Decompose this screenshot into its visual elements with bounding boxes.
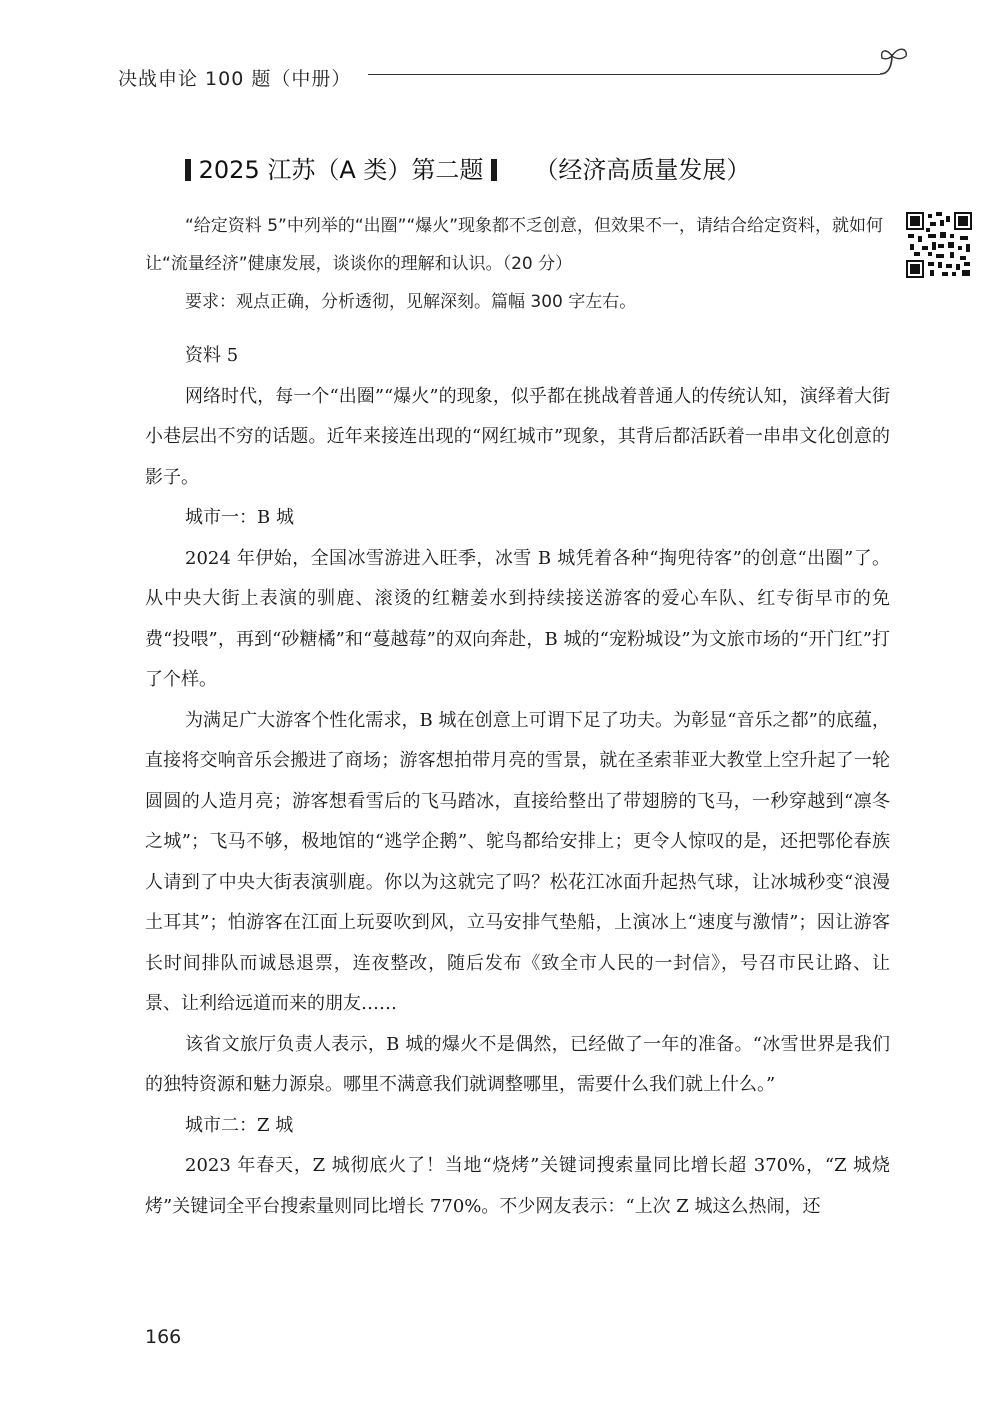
question-text: “给定资料 5”中列举的“出圈”“爆火”现象都不乏创意，但效果不一，请结合给定资料，就如何让“流量经济”健康发展，谈谈你的理解和认识。（20 分） bbox=[145, 216, 884, 274]
sprout-icon bbox=[876, 44, 916, 94]
question-requirement: 要求：观点正确，分析透彻，见解深刻。篇幅 300 字左右。 bbox=[185, 292, 637, 312]
material-paragraph: 2024 年伊始，全国冰雪游进入旺季，冰雪 B 城凭着各种“掏兜待客”的创意“出圈”了。从中央大街上表演的驯鹿、滚烫的红糖姜水到持续接送游客的爱心车队、红专街早市的免费“投喂”，再到“砂糖橘”和“蔓越莓”的双向奔赴，B 城的“宠粉城设”为文旅市场的“开门红”打了个样。 bbox=[145, 547, 890, 690]
section-title: 2025 江苏（A 类）第二题 bbox=[198, 156, 484, 184]
heading-bar-right bbox=[491, 159, 497, 181]
city-one-heading: 城市一：B 城 bbox=[185, 507, 294, 528]
heading-bar-left bbox=[185, 159, 191, 181]
running-header bbox=[118, 58, 908, 98]
question-block bbox=[145, 207, 890, 321]
book-title: 决战申论 100 题（中册） bbox=[118, 68, 352, 90]
section-topic: （经济高质量发展） bbox=[534, 156, 751, 184]
city-two-heading: 城市二：Z 城 bbox=[185, 1114, 294, 1136]
material-label: 资料 5 bbox=[185, 345, 239, 366]
material-block bbox=[145, 336, 890, 1227]
material-paragraph: 为满足广大游客个性化需求，B 城在创意上可谓下足了功夫。为彰显“音乐之都”的底蕴，直接将交响音乐会搬进了商场；游客想拍带月亮的雪景，就在圣索菲亚大教堂上空升起了一轮圆圆的人造月亮；游客想看雪后的飞马踏冰，直接给整出了带翅膀的飞马，一秒穿越到“凛冬之城”；飞马不够，极地馆的“逃学企鹅”、鸵鸟都给安排上；更令人惊叹的是，还把鄂伦春族人请到了中央大街表演驯鹿。你以为这就完了吗？松花江冰面升起热气球，让冰城秒变“浪漫土耳其”；怕游客在江面上玩耍吹到风，立马安排气垫船，上演冰上“速度与激情”；因让游客长时间排队而诚恳退票，连夜整改，随后发布《致全市人民的一封信》，号召市民让路、让景、让利给远道而来的朋友…… bbox=[145, 709, 890, 1014]
header-rule bbox=[368, 74, 880, 75]
material-paragraph: 网络时代，每一个“出圈”“爆火”的现象，似乎都在挑战着普通人的传统认知，演绎着大街小巷层出不穷的话题。近年来接连出现的“网红城市”现象，其背后都活跃着一串串文化创意的影子。 bbox=[145, 385, 890, 488]
section-heading bbox=[185, 150, 750, 185]
material-paragraph: 该省文旅厅负责人表示，B 城的爆火不是偶然，已经做了一年的准备。“冰雪世界是我们的独特资源和魅力源泉。哪里不满意我们就调整哪里，需要什么我们就上什么。” bbox=[145, 1033, 890, 1095]
material-paragraph: 2023 年春天，Z 城彻底火了！当地“烧烤”关键词搜索量同比增长超 370%，“Z 城烧烤”关键词全平台搜索量则同比增长 770%。不少网友表示：“上次 Z 城这么热闹，还 bbox=[145, 1155, 890, 1217]
qr-code-icon[interactable] bbox=[906, 212, 972, 278]
page-number: 166 bbox=[145, 1326, 182, 1348]
